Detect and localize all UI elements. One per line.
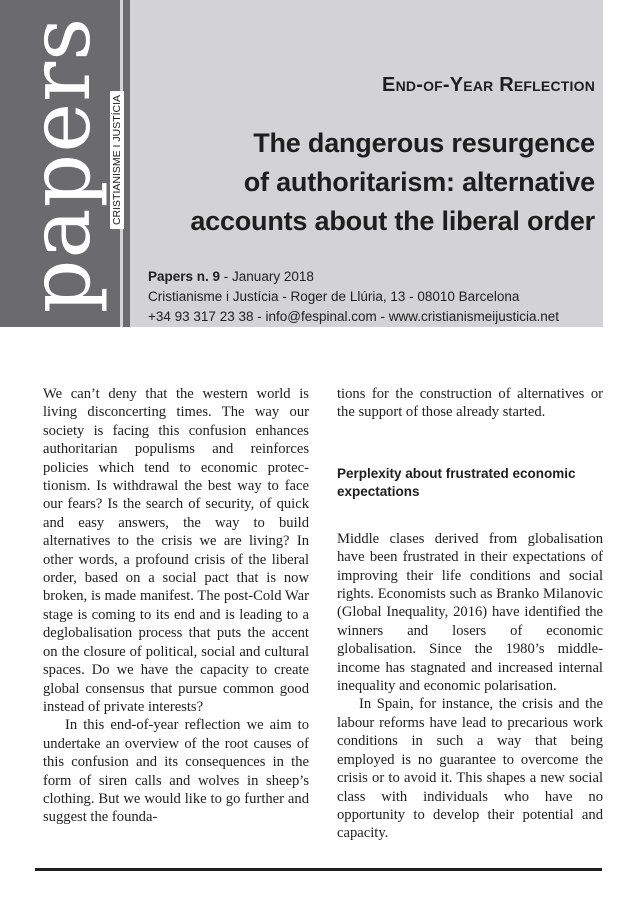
title-line: accounts about the liberal order <box>190 206 595 236</box>
paragraph: In this end-of-year reflection we aim to undertake an overview of the root causes of this confusion and its consequences in the form of siren calls and wolves in sheep’s clothing. But we would like to go further and suggest the founda- <box>43 717 309 826</box>
right-column <box>337 385 603 843</box>
title-line: The dangerous resurgence <box>253 128 595 158</box>
paragraph-continuation: tions for the construction of alternatives or the support of those already started. <box>337 386 603 421</box>
issue-date: - January 2018 <box>220 269 314 284</box>
issue-number: Papers n. 9 <box>148 269 221 284</box>
publication-meta <box>148 267 559 327</box>
left-column <box>43 385 309 827</box>
paragraph: In Spain, for instance, the crisis and the labour reforms have lead to precarious work conditions in such a way that being employed is no guarantee to overcome the crisis or to avoid it. This shapes a new social class with individuals who have no opportunity to develop their potential and capacity. <box>337 696 603 842</box>
article-title <box>135 124 595 241</box>
paragraph: We can’t deny that the western world is living disconcerting times. The way our society is facing this confusion enhances authoritarian populisms and reinforces policies which tend to economic protectionism. Is withdrawal the best way to face our fears? Is the search of security, of quick and easy answers, the way to build alternatives to the crisis we are living? In other words, a profound crisis of the liberal order, based on a social pact that is now broken, is made manifest. The post-Cold War stage is coming to its end and is leading to a deglobalisation process that puts the accent on the closure of political, social and cultural spaces. Do we have the capacity to create global consensus that pursue common good instead of private interests? <box>43 386 309 715</box>
footer-rule <box>35 868 602 871</box>
title-line: of authoritarism: alternative <box>243 167 595 197</box>
papers-logo: papers <box>11 16 109 314</box>
address-line: Cristianisme i Justícia - Roger de Llúria, 13 - 08010 Barcelona <box>148 289 520 304</box>
section-label: End-of-Year Reflection <box>382 74 595 96</box>
issue-line <box>148 267 559 287</box>
paragraph: Middle clases derived from globalisation have been frustrated in their expectations of improving their life conditions and social rights. Economists such as Branko Milanovic (Global Inequality, 2016) have identified the winners and losers of economic globalisation. Since the 1980’s middle-income has stagnated and increased internal inequality and economic polarisation. <box>337 530 603 695</box>
contact-line: +34 93 317 23 38 - info@fespinal.com - www.cristianismeijusticia.net <box>148 309 560 324</box>
section-subheading: Perplexity about frustrated economic expectations <box>337 465 576 500</box>
publisher-tagline: CRISTIANISME I JUSTÍCIA <box>110 91 124 229</box>
sidebar-band-inner <box>123 0 130 327</box>
